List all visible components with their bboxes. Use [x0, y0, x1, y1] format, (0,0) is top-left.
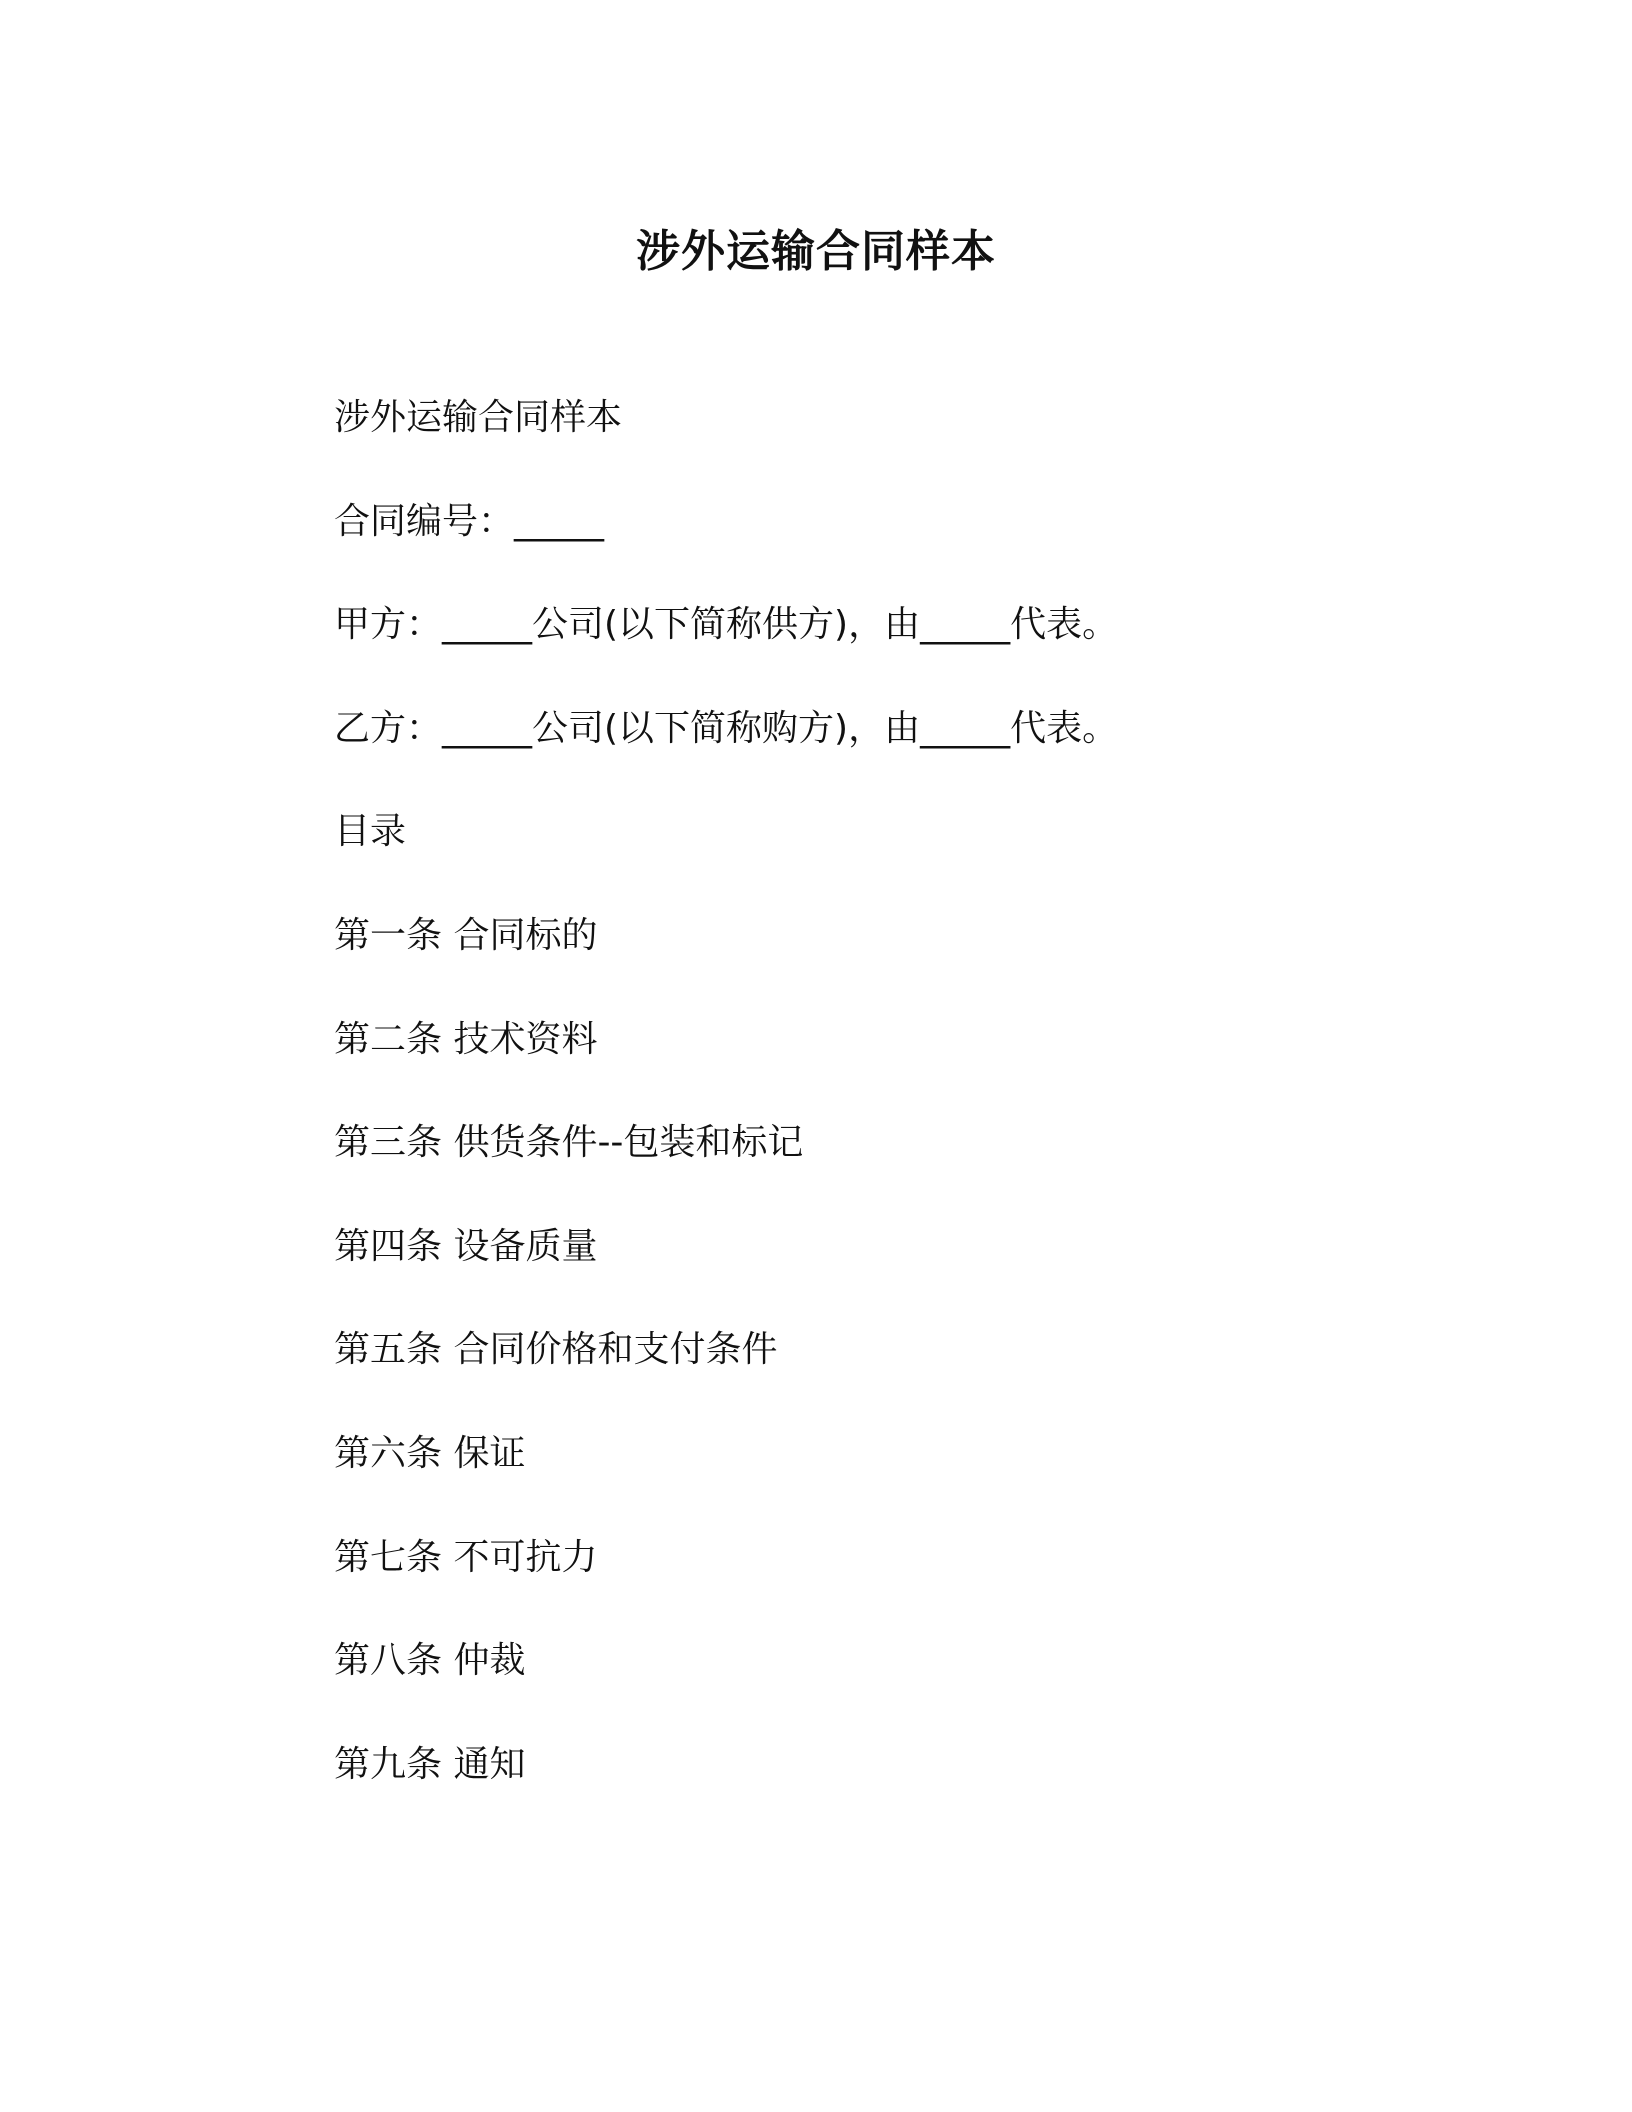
toc-heading: 目录	[334, 811, 407, 853]
toc-item: 第一条 合同标的	[334, 914, 598, 956]
party-b-line: 乙方：_____公司(以下简称购方)，由_____代表。	[334, 707, 1119, 749]
toc-item: 第五条 合同价格和支付条件	[334, 1329, 778, 1371]
party-a-line: 甲方：_____公司(以下简称供方)，由_____代表。	[334, 604, 1119, 646]
toc-item: 第七条 不可抗力	[334, 1536, 598, 1578]
toc-item: 第九条 通知	[334, 1743, 526, 1785]
contract-number-line: 合同编号：_____	[334, 500, 605, 542]
document-title: 涉外运输合同样本	[636, 226, 996, 277]
subtitle-line: 涉外运输合同样本	[334, 397, 623, 438]
toc-item: 第二条 技术资料	[334, 1018, 598, 1060]
document-body	[334, 394, 1434, 1844]
toc-item: 第八条 仲裁	[334, 1640, 526, 1682]
toc-item: 第六条 保证	[334, 1432, 526, 1474]
toc-item: 第四条 设备质量	[334, 1225, 598, 1267]
toc-item: 第三条 供货条件--包装和标记	[334, 1122, 804, 1164]
